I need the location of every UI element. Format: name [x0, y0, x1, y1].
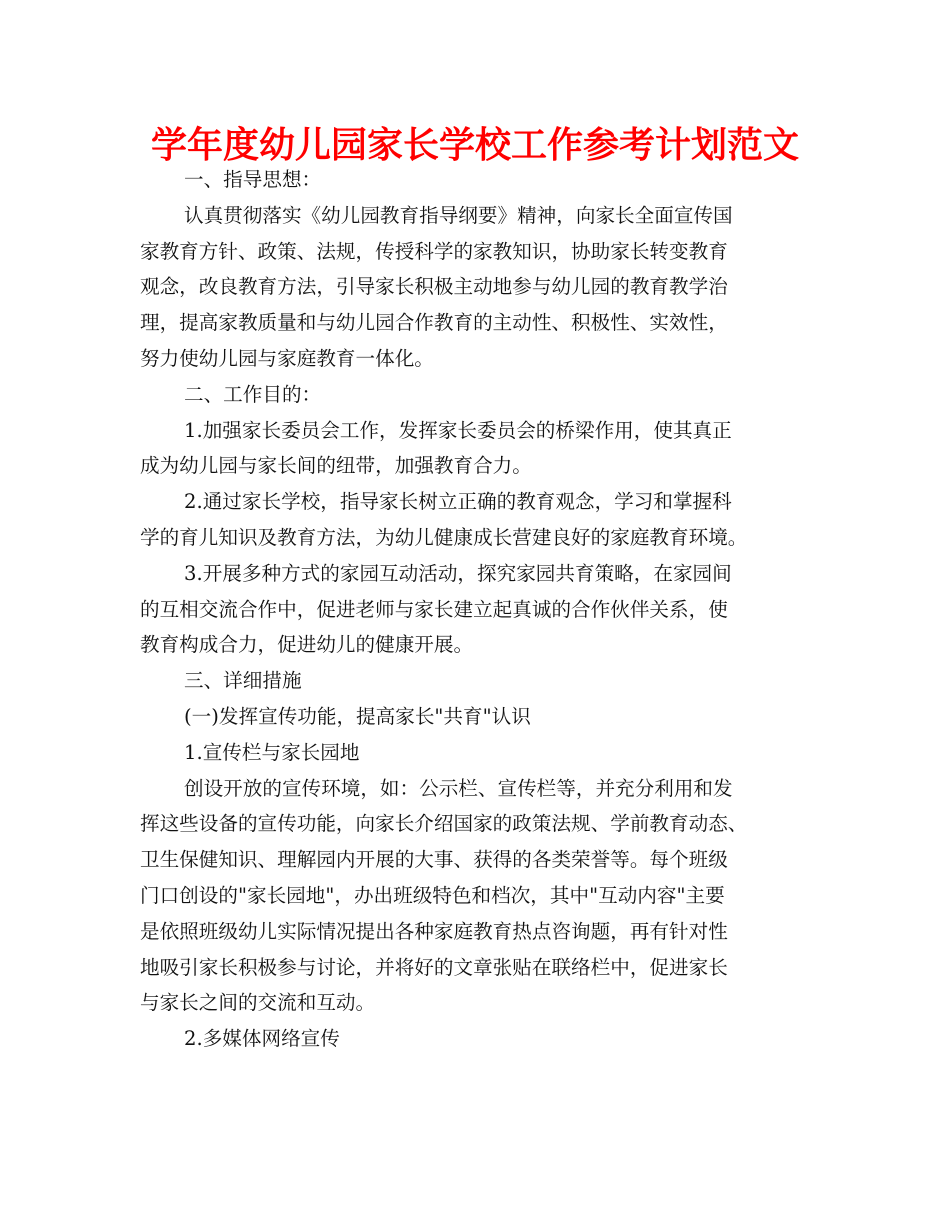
subsection-heading-publicity	[140, 699, 812, 735]
document-title: 学年度幼儿园家长学校工作参考计划范文	[150, 124, 799, 166]
text-line: 是依照班级幼儿实际情况提出各种家庭教育热点咨询题，再有针对性	[140, 919, 728, 943]
text-line: 1.加强家长委员会工作，发挥家长委员会的桥梁作用，使其真正	[184, 418, 732, 442]
text-line: 3.开展多种方式的家园互动活动，探究家园共育策略，在家园间	[184, 561, 732, 585]
paragraph-guiding-thought	[140, 198, 812, 377]
text-line: 门口创设的"家长园地"，办出班级特色和档次，其中"互动内容"主要	[140, 883, 725, 907]
text-line: 卫生保健知识、理解园内开展的大事、获得的各类荣誉等。每个班级	[140, 848, 728, 872]
text-line: 理，提高家教质量和与幼儿园合作教育的主动性、积极性、实效性，	[140, 311, 728, 335]
text-line: 的互相交流合作中，促进老师与家长建立起真诚的合作伙伴关系，使	[140, 597, 728, 621]
section-heading-measures	[140, 663, 812, 699]
document-body	[140, 162, 812, 1057]
text-line: 认真贯彻落实《幼儿园教育指导纲要》精神，向家长全面宣传国	[184, 203, 733, 227]
text-line: 2.多媒体网络宣传	[184, 1027, 340, 1051]
text-line: 家教育方针、政策、法规，传授科学的家教知识，协助家长转变教育	[140, 239, 728, 263]
text-line: 二、工作目的：	[184, 382, 322, 406]
text-line: 努力使幼儿园与家庭教育一体化。	[140, 346, 434, 370]
item-heading-multimedia	[140, 1021, 812, 1057]
text-line: 学的育儿知识及教育方法，为幼儿健康成长营建良好的家庭教育环境。	[140, 525, 748, 549]
text-line: 2.通过家长学校，指导家长树立正确的教育观念，学习和掌握科	[184, 490, 732, 514]
text-line: 观念，改良教育方法，引导家长积极主动地参与幼儿园的教育教学治	[140, 275, 728, 299]
text-line: 教育构成合力，促进幼儿的健康开展。	[140, 633, 474, 657]
text-line: 与家长之间的交流和互动。	[140, 991, 376, 1015]
text-line: 三、详细措施	[184, 669, 302, 693]
text-line: 挥这些设备的宣传功能，向家长介绍国家的政策法规、学前教育动态、	[140, 812, 748, 836]
text-line: 一、指导思想：	[184, 168, 322, 191]
list-item-goal-2	[140, 484, 812, 556]
text-line: 1.宣传栏与家长园地	[184, 740, 360, 764]
list-item-goal-3	[140, 556, 812, 663]
item-heading-bulletin-board	[140, 735, 812, 771]
paragraph-bulletin-board	[140, 771, 812, 1022]
text-line: 创设开放的宣传环境，如：公示栏、宣传栏等，并充分利用和发	[184, 776, 733, 800]
text-line: (一)发挥宣传功能，提高家长"共育"认识	[184, 704, 531, 728]
section-heading-guiding-thought	[140, 162, 812, 198]
text-line: 成为幼儿园与家长间的纽带，加强教育合力。	[140, 454, 532, 478]
list-item-goal-1	[140, 413, 812, 485]
text-line: 地吸引家长积极参与讨论，并将好的文章张贴在联络栏中，促进家长	[140, 955, 728, 979]
section-heading-work-goals	[140, 377, 812, 413]
